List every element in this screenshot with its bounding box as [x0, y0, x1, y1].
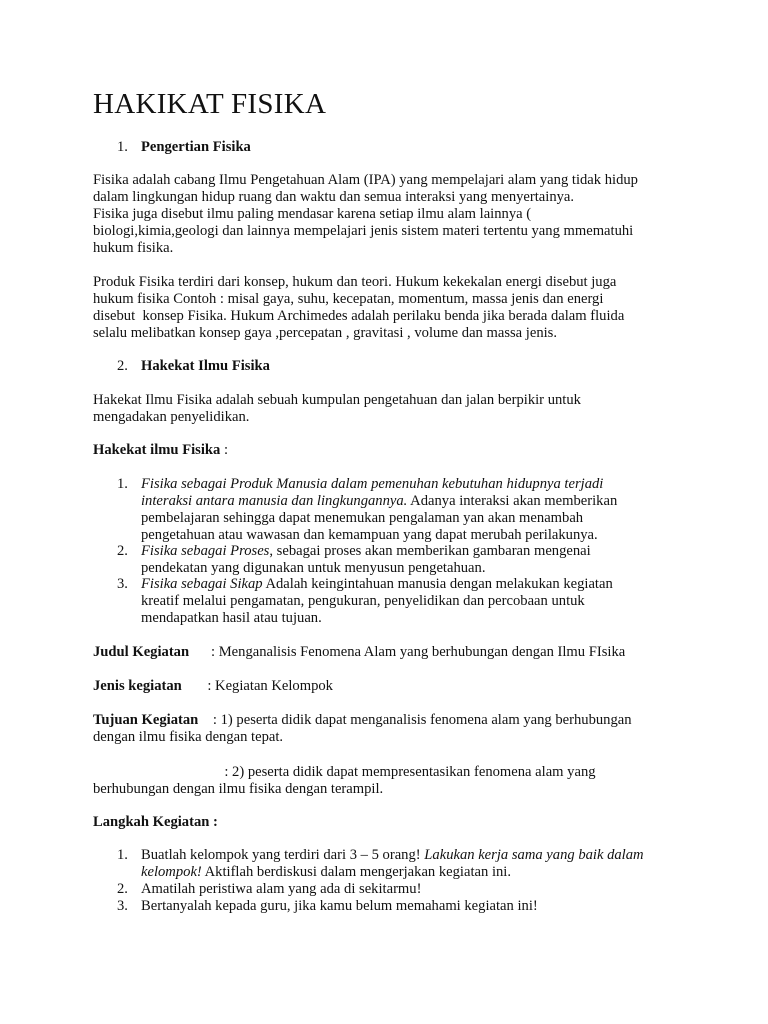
- text-line: [93, 813, 218, 831]
- text-segment: : 1) peserta didik dapat menganalisis fenomena alam yang berhubungan: [198, 712, 632, 728]
- text-segment: Fisika adalah cabang Ilmu Pengetahuan Alam (IPA) yang mempelajari alam yang tidak hidup: [93, 172, 638, 188]
- text-segment: : Kegiatan Kelompok: [181, 678, 333, 694]
- text-segment: : 2) peserta didik dapat mempresentasikan fenomena alam yang: [93, 764, 596, 780]
- text-line: [93, 408, 249, 426]
- text-line: [141, 575, 613, 593]
- list-number: 1.: [117, 847, 128, 863]
- text-segment: hukum fisika Contoh : misal gaya, suhu, kecepatan, momentum, massa jenis dan energi: [93, 291, 604, 307]
- text-segment: Produk Fisika terdiri dari konsep, hukum dan teori. Hukum kekekalan energi disebut juga: [93, 274, 617, 290]
- list-number: 1.: [117, 139, 128, 155]
- text-segment: Buatlah kelompok yang terdiri dari 3 – 5 orang!: [141, 847, 425, 863]
- text-segment: kreatif melalui pengamatan, pengukuran, penyelidikan dan percobaan untuk: [141, 593, 585, 609]
- text-line: [141, 863, 511, 881]
- text-line: [93, 307, 624, 325]
- list-number: 2.: [117, 358, 128, 374]
- text-segment: dalam lingkungan hidup ruang dan waktu dan semua interaksi yang menyertainya.: [93, 189, 575, 205]
- text-line: [141, 138, 251, 156]
- text-segment: Hakekat Ilmu Fisika adalah sebuah kumpulan pengetahuan dan jalan berpikir untuk: [93, 392, 581, 408]
- text-line: [93, 763, 596, 781]
- text-line: [93, 643, 625, 661]
- text-segment: dengan ilmu fisika dengan tepat.: [93, 729, 284, 745]
- text-segment: Aktiflah berdiskusi dalam mengerjakan kegiatan ini.: [201, 864, 512, 880]
- bold-text: Hakekat Ilmu Fisika: [141, 358, 270, 374]
- text-segment: mendapatkan hasil atau tujuan.: [141, 610, 322, 626]
- italic-text: Fisika sebagai Sikap: [141, 576, 263, 592]
- text-segment: Bertanyalah kepada guru, jika kamu belum memahami kegiatan ini!: [141, 898, 538, 914]
- italic-text: Fisika sebagai Proses: [141, 543, 270, 559]
- list-number: 1.: [117, 476, 128, 492]
- list-number: 2.: [117, 543, 128, 559]
- text-segment: selalu melibatkan konsep gaya ,percepatan , gravitasi , volume dan massa jenis.: [93, 325, 558, 341]
- text-line: [93, 780, 383, 798]
- text-segment: , sebagai proses akan memberikan gambaran mengenai: [269, 543, 591, 559]
- text-segment: hukum fisika.: [93, 240, 174, 256]
- text-line: [93, 324, 557, 342]
- text-line: [141, 492, 617, 510]
- text-line: [93, 205, 531, 223]
- text-line: [93, 677, 333, 695]
- text-line: [141, 846, 644, 864]
- italic-text: Lakukan kerja sama yang baik dalam: [424, 847, 644, 863]
- list-number: 3.: [117, 898, 128, 914]
- text-segment: pendekatan yang digunakan untuk menyusun pengetahuan.: [141, 560, 486, 576]
- bold-text: Hakekat ilmu Fisika: [93, 442, 221, 458]
- text-segment: Fisika juga disebut ilmu paling mendasar karena setiap ilmu alam lainnya (: [93, 206, 532, 222]
- italic-text: interaksi antara manusia dan lingkungannya.: [141, 493, 408, 509]
- italic-text: kelompok!: [141, 864, 202, 880]
- text-segment: pengetahuan atau wawasan dan kemampuan yang dapat merubah perilakunya.: [141, 527, 598, 543]
- text-line: [141, 592, 585, 610]
- text-line: [93, 239, 173, 257]
- text-line: [93, 188, 574, 206]
- text-line: [93, 171, 638, 189]
- list-number: 2.: [117, 881, 128, 897]
- text-line: [141, 609, 322, 627]
- text-line: [141, 357, 270, 375]
- bold-text: Pengertian Fisika: [141, 139, 251, 155]
- text-line: [93, 391, 581, 409]
- bold-text: Tujuan Kegiatan: [93, 712, 199, 728]
- list-number: 3.: [117, 576, 128, 592]
- text-line: [141, 475, 603, 493]
- text-segment: :: [220, 442, 229, 458]
- text-segment: Adalah keingintahuan manusia dengan melakukan kegiatan: [262, 576, 613, 592]
- text-line: [141, 542, 591, 560]
- text-segment: mengadakan penyelidikan.: [93, 409, 250, 425]
- bold-text: Jenis kegiatan: [93, 678, 182, 694]
- text-line: [93, 711, 632, 729]
- text-line: [93, 222, 633, 240]
- document-title: HAKIKAT FISIKA: [93, 88, 327, 120]
- text-segment: pembelajaran sehingga dapat menemukan pengalaman yan akan menambah: [141, 510, 584, 526]
- text-segment: biologi,kimia,geologi dan lainnya mempelajari jenis sistem materi tertentu yang mmematuhi: [93, 223, 634, 239]
- text-line: [93, 728, 283, 746]
- text-segment: : Menganalisis Fenomena Alam yang berhubungan dengan Ilmu FIsika: [189, 644, 626, 660]
- text-line: [141, 509, 583, 527]
- text-line: [93, 290, 603, 308]
- text-segment: berhubungan dengan ilmu fisika dengan terampil.: [93, 781, 384, 797]
- text-line: [141, 880, 421, 898]
- text-line: [93, 441, 228, 459]
- text-segment: disebut konsep Fisika. Hukum Archimedes adalah perilaku benda jika berada dalam fluida: [93, 308, 625, 324]
- bold-text: Judul Kegiatan: [93, 644, 190, 660]
- text-segment: Adanya interaksi akan memberikan: [407, 493, 618, 509]
- bold-text: Langkah Kegiatan :: [93, 814, 218, 830]
- text-line: [141, 897, 538, 915]
- italic-text: Fisika sebagai Produk Manusia dalam pemenuhan kebutuhan hidupnya terjadi: [141, 476, 604, 492]
- text-segment: Amatilah peristiwa alam yang ada di sekitarmu!: [141, 881, 422, 897]
- text-line: [93, 273, 616, 291]
